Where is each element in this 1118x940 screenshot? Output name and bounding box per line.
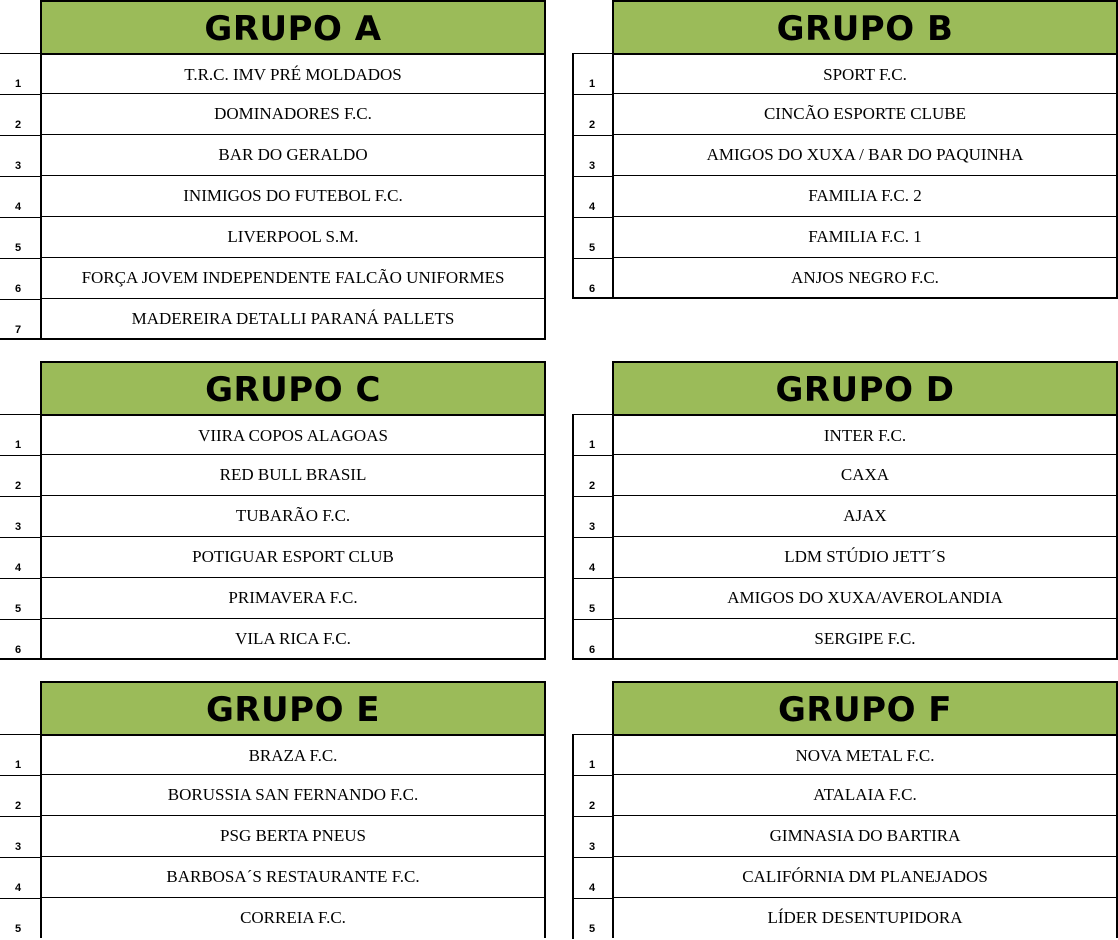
- row-number: 2: [15, 119, 22, 131]
- group-a: [0, 0, 548, 342]
- row-number: 6: [572, 619, 612, 660]
- row-number: 3: [15, 521, 22, 533]
- group-title: GRUPO D: [612, 361, 1118, 414]
- team-name: RED BULL BRASIL: [40, 455, 546, 496]
- team-name: CAXA: [612, 455, 1118, 496]
- row-number: 4: [572, 537, 612, 578]
- team-name: FORÇA JOVEM INDEPENDENTE FALCÃO UNIFORMES: [40, 258, 546, 299]
- team-name: AMIGOS DO XUXA/AVEROLANDIA: [612, 578, 1118, 619]
- row-number: 4: [572, 857, 612, 898]
- row-number: 6: [572, 258, 612, 299]
- table-row: [572, 94, 1118, 135]
- table-row: [0, 898, 548, 938]
- table-row: [0, 816, 548, 857]
- table-row: [572, 578, 1118, 619]
- table-row: [0, 619, 548, 660]
- table-row: [572, 775, 1118, 816]
- table-row: [572, 734, 1118, 775]
- team-list: [0, 734, 548, 938]
- row-number: 7: [15, 324, 22, 336]
- row-number: 3: [15, 160, 22, 172]
- table-row: [0, 496, 548, 537]
- row-number: 2: [15, 480, 22, 492]
- row-number: 1: [15, 759, 22, 771]
- table-row: [0, 578, 548, 619]
- team-name: VILA RICA F.C.: [40, 619, 546, 660]
- team-name: BRAZA F.C.: [40, 734, 546, 775]
- table-row: [0, 217, 548, 258]
- team-name: SERGIPE F.C.: [612, 619, 1118, 660]
- table-row: [572, 414, 1118, 455]
- team-name: MADEREIRA DETALLI PARANÁ PALLETS: [40, 299, 546, 340]
- table-row: [0, 258, 548, 299]
- team-name: CORREIA F.C.: [40, 898, 546, 938]
- row-number: 6: [15, 644, 22, 656]
- table-row: [572, 217, 1118, 258]
- table-row: [0, 734, 548, 775]
- team-name: SPORT F.C.: [612, 53, 1118, 94]
- team-list: [0, 414, 548, 660]
- row-number: 3: [15, 841, 22, 853]
- row-number: 3: [572, 496, 612, 537]
- team-name: PSG BERTA PNEUS: [40, 816, 546, 857]
- team-name: ANJOS NEGRO F.C.: [612, 258, 1118, 299]
- table-row: [0, 537, 548, 578]
- group-title: GRUPO E: [40, 681, 546, 734]
- group-title: GRUPO F: [612, 681, 1118, 734]
- table-row: [0, 857, 548, 898]
- row-number: 2: [572, 94, 612, 135]
- table-row: [572, 537, 1118, 578]
- team-name: PRIMAVERA F.C.: [40, 578, 546, 619]
- team-list: [572, 734, 1118, 938]
- team-name: T.R.C. IMV PRÉ MOLDADOS: [40, 53, 546, 94]
- row-number: 4: [15, 201, 22, 213]
- table-row: [0, 135, 548, 176]
- team-name: CINCÃO ESPORTE CLUBE: [612, 94, 1118, 135]
- team-name: INIMIGOS DO FUTEBOL F.C.: [40, 176, 546, 217]
- team-name: AMIGOS DO XUXA / BAR DO PAQUINHA: [612, 135, 1118, 176]
- row-number: 1: [15, 439, 22, 451]
- team-name: DOMINADORES F.C.: [40, 94, 546, 135]
- team-name: BARBOSA´S RESTAURANTE F.C.: [40, 857, 546, 898]
- team-name: CALIFÓRNIA DM PLANEJADOS: [612, 857, 1118, 898]
- team-name: BAR DO GERALDO: [40, 135, 546, 176]
- team-name: FAMILIA F.C. 2: [612, 176, 1118, 217]
- table-row: [572, 898, 1118, 938]
- row-number: 5: [15, 923, 22, 935]
- team-name: BORUSSIA SAN FERNANDO F.C.: [40, 775, 546, 816]
- row-number: 6: [15, 283, 22, 295]
- table-row: [572, 816, 1118, 857]
- row-number: 4: [15, 882, 22, 894]
- row-number: 3: [572, 816, 612, 857]
- team-name: GIMNASIA DO BARTIRA: [612, 816, 1118, 857]
- table-row: [572, 455, 1118, 496]
- table-row: [572, 857, 1118, 898]
- team-name: POTIGUAR ESPORT CLUB: [40, 537, 546, 578]
- group-title: GRUPO C: [40, 361, 546, 414]
- table-row: [0, 455, 548, 496]
- table-row: [0, 94, 548, 135]
- row-number: 1: [572, 53, 612, 94]
- team-name: NOVA METAL F.C.: [612, 734, 1118, 775]
- row-number: 5: [572, 898, 612, 939]
- table-row: [572, 53, 1118, 94]
- row-number: 1: [15, 78, 22, 90]
- team-list: [0, 53, 548, 340]
- group-b: [572, 0, 1118, 300]
- row-number: 1: [572, 414, 612, 455]
- team-name: AJAX: [612, 496, 1118, 537]
- team-name: FAMILIA F.C. 1: [612, 217, 1118, 258]
- group-title: GRUPO B: [612, 0, 1118, 53]
- table-row: [0, 176, 548, 217]
- table-row: [572, 619, 1118, 660]
- group-e: [0, 681, 548, 940]
- table-row: [572, 496, 1118, 537]
- group-f: [572, 681, 1118, 940]
- team-name: VIIRA COPOS ALAGOAS: [40, 414, 546, 455]
- row-number: 5: [572, 217, 612, 258]
- team-name: TUBARÃO F.C.: [40, 496, 546, 537]
- row-number: 4: [572, 176, 612, 217]
- table-row: [572, 135, 1118, 176]
- team-list: [572, 414, 1118, 660]
- team-name: LÍDER DESENTUPIDORA: [612, 898, 1118, 938]
- group-d: [572, 361, 1118, 661]
- group-title: GRUPO A: [40, 0, 546, 53]
- row-number: 5: [15, 242, 22, 254]
- team-name: INTER F.C.: [612, 414, 1118, 455]
- row-number: 5: [15, 603, 22, 615]
- team-name: ATALAIA F.C.: [612, 775, 1118, 816]
- row-number: 2: [572, 775, 612, 816]
- table-row: [0, 53, 548, 94]
- row-number: 3: [572, 135, 612, 176]
- team-name: LIVERPOOL S.M.: [40, 217, 546, 258]
- team-name: LDM STÚDIO JETT´S: [612, 537, 1118, 578]
- row-number: 4: [15, 562, 22, 574]
- row-number: 2: [572, 455, 612, 496]
- row-number: 1: [572, 734, 612, 775]
- table-row: [0, 414, 548, 455]
- table-row: [0, 775, 548, 816]
- row-number: 2: [15, 800, 22, 812]
- table-row: [572, 176, 1118, 217]
- row-number: 5: [572, 578, 612, 619]
- group-c: [0, 361, 548, 661]
- table-row: [572, 258, 1118, 299]
- team-list: [572, 53, 1118, 299]
- table-row: [0, 299, 548, 340]
